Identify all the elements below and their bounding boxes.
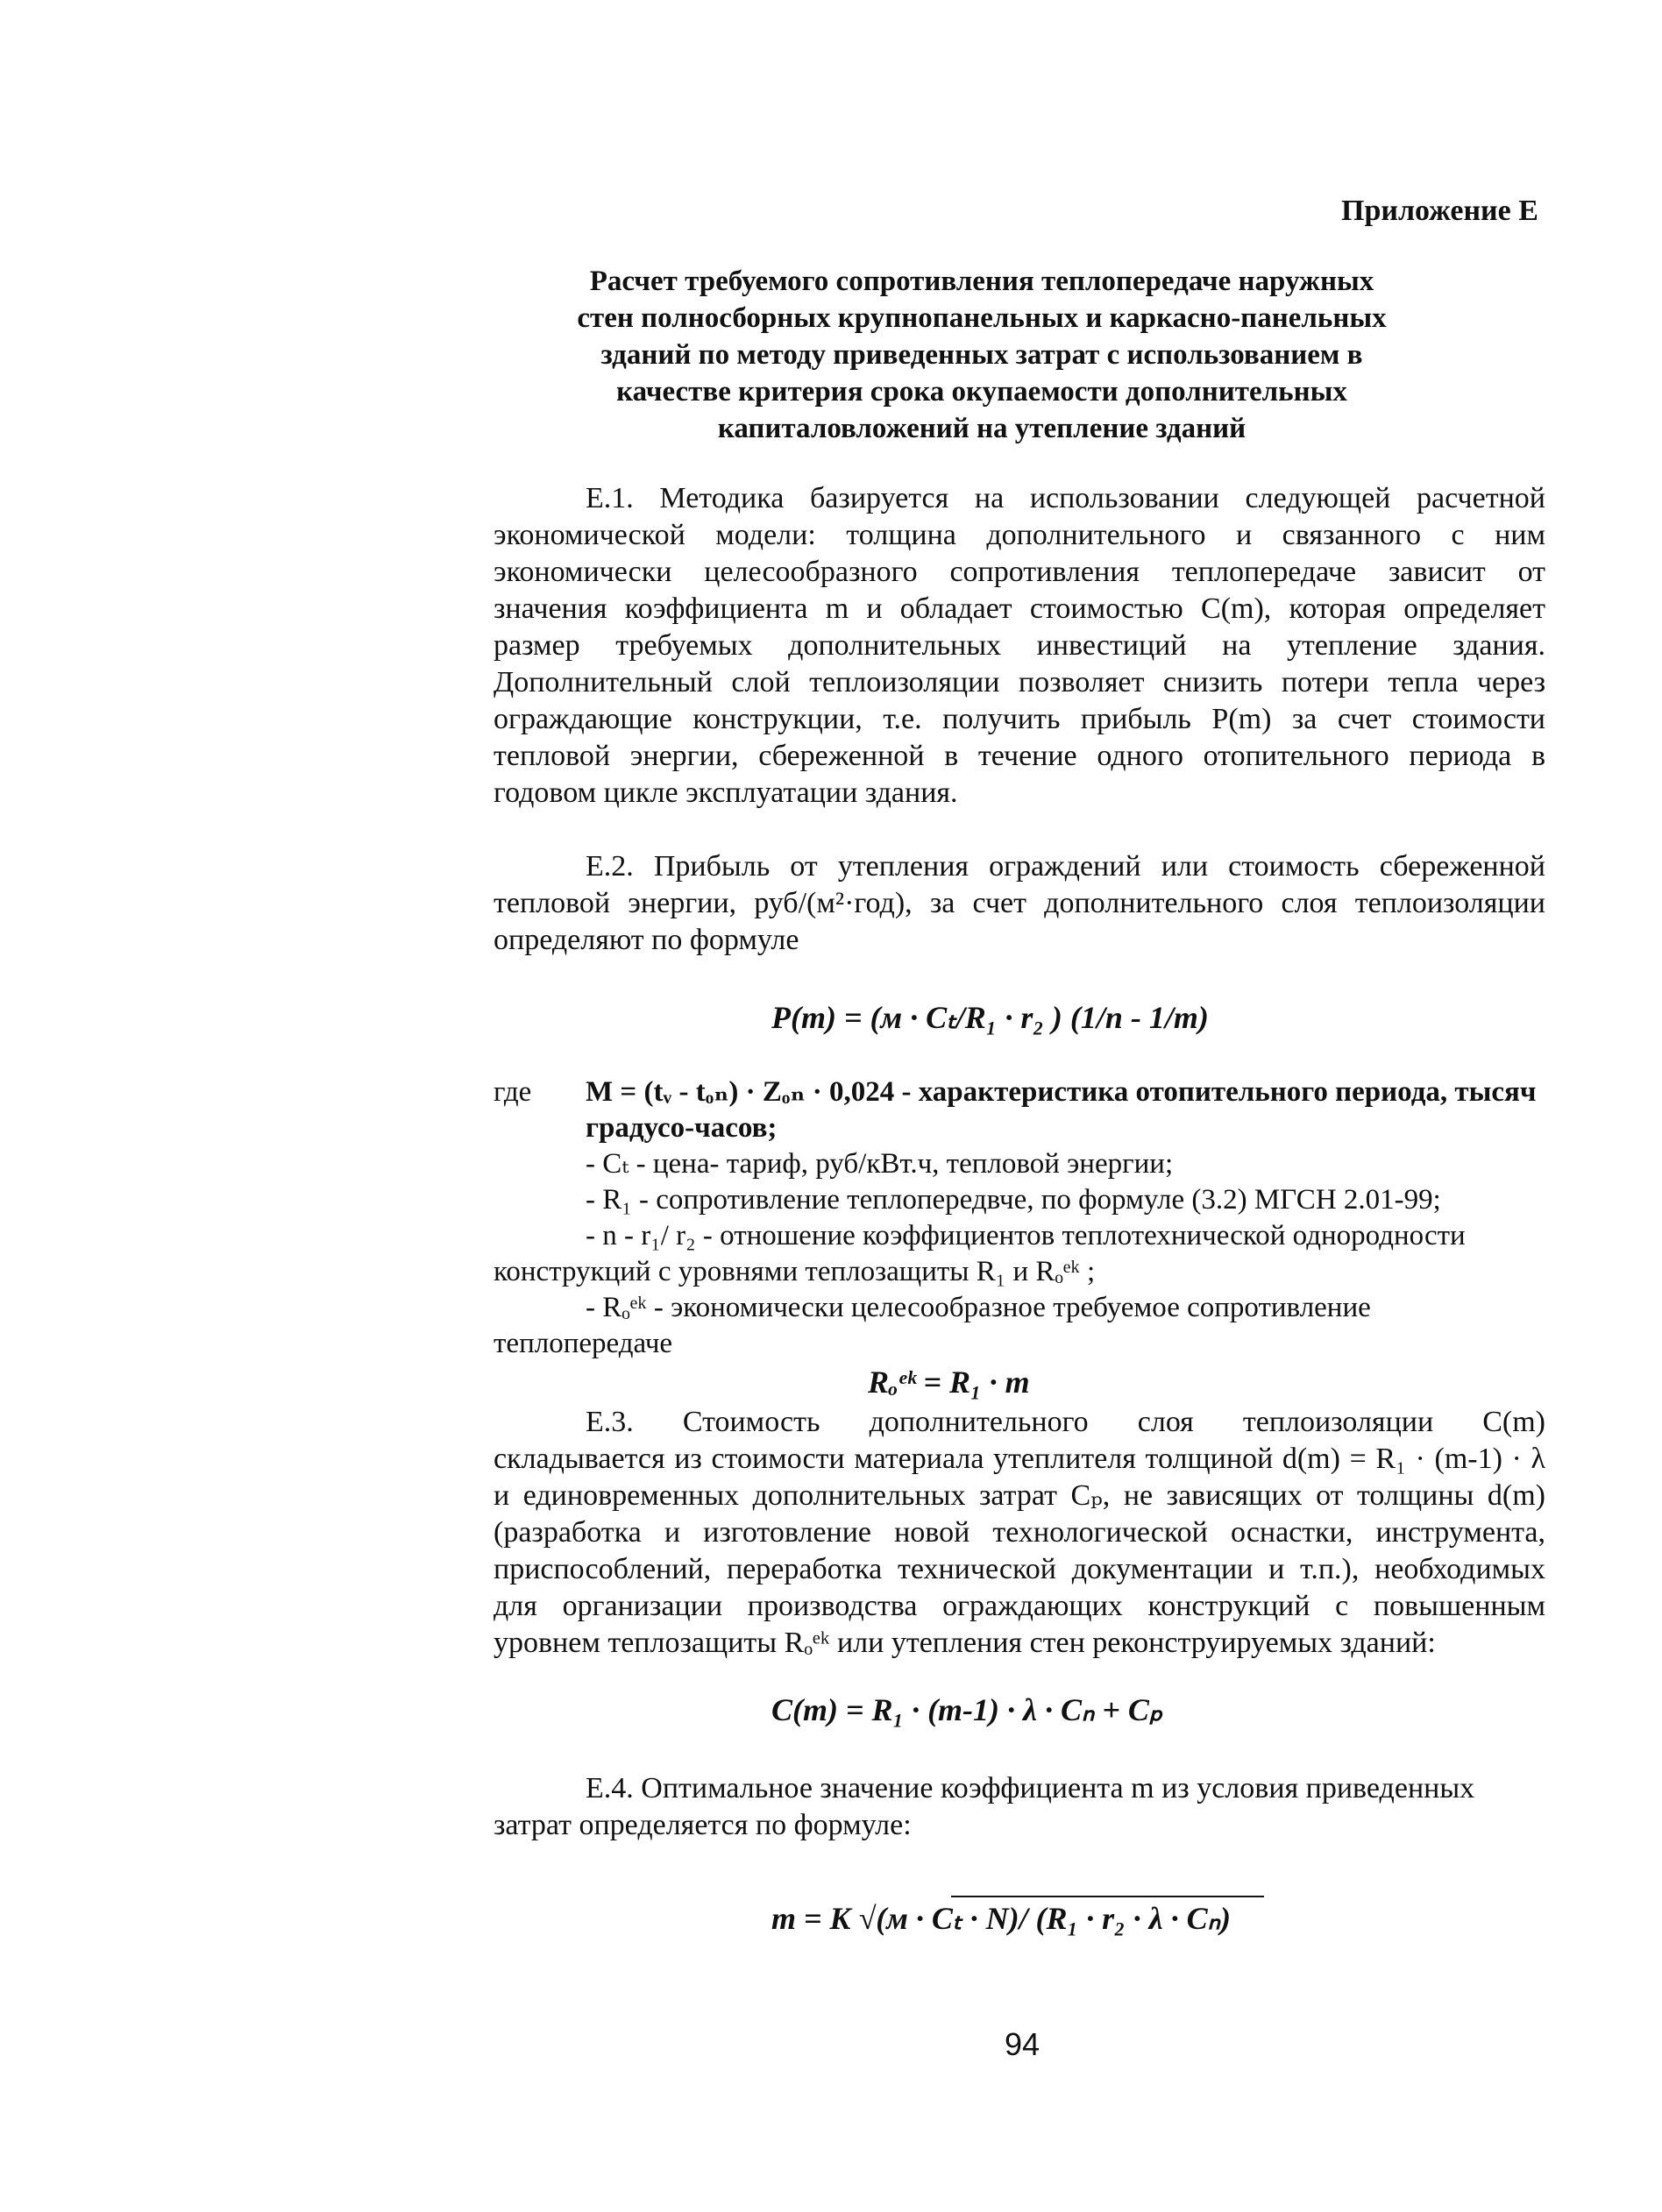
paragraph-line: экономически целесообразного сопротивления теплопередаче зависит от: [494, 556, 1545, 588]
definition-line: теплопередаче: [494, 1328, 673, 1359]
formula-cost: C(m) = R₁ · (m-1) · λ · Cₙ + Cₚ: [771, 1692, 1163, 1727]
paragraph-line: (разработка и изготовление новой технологической оснастки, инструмента,: [494, 1516, 1545, 1549]
paragraph-line: Дополнительный слой теплоизоляции позволяет снизить потери тепла через: [494, 666, 1545, 698]
title-line: капиталовложений на утепление зданий: [717, 413, 1246, 444]
where-definitions: [586, 1074, 1545, 1254]
paragraph-line: Е.2. Прибыль от утепления ограждений или стоимость сбереженной: [586, 850, 1545, 883]
paragraph-line: ограждающие конструкции, т.е. получить прибыль P(m) за счет стоимости: [494, 703, 1545, 735]
sqrt-overline: [951, 1896, 1264, 1897]
title-line: зданий по методу приведенных затрат с использованием в: [600, 339, 1363, 371]
paragraph-line: тепловой энергии, руб/(м²·год), за счет дополнительного слоя теплоизоляции: [494, 887, 1545, 919]
definition-line: - R₁ - сопротивление теплопередвче, по формуле (3.2) МГСН 2.01-99;: [586, 1184, 1441, 1216]
paragraph-line: тепловой энергии, сбереженной в течение одного отопительного периода в: [494, 740, 1545, 772]
definition-continuation: [494, 1254, 1545, 1362]
paragraph-line: складывается из стоимости материала утеплителя толщиной d(m) = R₁ · (m-1) · λ: [494, 1443, 1545, 1475]
paragraph-e4: [494, 1770, 1545, 1844]
title-line: стен полносборных крупнопанельных и каркасно-панельных: [577, 302, 1387, 334]
section-title: [526, 263, 1438, 447]
paragraph-e3: [494, 1404, 1545, 1662]
formula-resistance: Rₒᵉᵏ = R₁ · m: [868, 1365, 1030, 1400]
paragraph-line: приспособлений, переработка технической документации и т.п.), необходимых: [494, 1553, 1545, 1585]
paragraph-line: уровнем теплозащиты Rₒᵉᵏ или утепления стен реконструируемых зданий:: [494, 1627, 1436, 1659]
definition-line: - Cₜ - цена- тариф, руб/кВт.ч, тепловой энергии;: [586, 1148, 1174, 1180]
paragraph-line: Е.3. Стоимость дополнительного слоя теплоизоляции C(m): [586, 1406, 1545, 1438]
definition-line: конструкций с уровнями теплозащиты R₁ и Rₒᵉᵏ ;: [494, 1256, 1096, 1287]
definition-line: M = (tᵥ - tₒₙ) · Zₒₙ · 0,024 - характеристика отопительного периода, тысяч: [586, 1076, 1537, 1108]
page-number: 94: [1005, 2026, 1041, 2062]
formula-optimal-m: m = K √(м · Cₜ · N)/ (R₁ · r₂ · λ · Cₙ): [771, 1901, 1231, 1936]
paragraph-line: определяют по формуле: [494, 924, 799, 956]
paragraph-line: для организации производства ограждающих конструкций с повышенным: [494, 1590, 1545, 1622]
paragraph-line: годовом цикле эксплуатации здания.: [494, 776, 958, 809]
paragraph-line: Е.4. Оптимальное значение коэффициента m из условия приведенных: [586, 1772, 1475, 1804]
paragraph-line: экономической модели: толщина дополнительного и связанного с ним: [494, 519, 1545, 551]
paragraph-line: размер требуемых дополнительных инвестиций на утепление здания.: [494, 629, 1545, 662]
paragraph-line: Е.1. Методика базируется на использовании следующей расчетной: [586, 482, 1545, 514]
definition-line: - n - r₁/ r₂ - отношение коэффициентов теплотехнической однородности: [586, 1220, 1466, 1251]
appendix-label: Приложение Е: [1341, 195, 1538, 227]
formula-profit: P(m) = (м · Cₜ/R₁ · r₂ ) (1/n - 1/m): [771, 1000, 1209, 1035]
paragraph-e1: [494, 480, 1545, 812]
paragraph-line: значения коэффициента m и обладает стоимостью C(m), которая определяет: [494, 592, 1545, 625]
paragraph-line: затрат определяется по формуле:: [494, 1809, 912, 1841]
title-line: качестве критерия срока окупаемости дополнительных: [616, 376, 1347, 408]
definition-line: - Rₒᵉᵏ - экономически целесообразное требуемое сопротивление: [586, 1292, 1371, 1323]
paragraph-line: и единовременных дополнительных затрат Cₚ, не зависящих от толщины d(m): [494, 1479, 1545, 1512]
where-label: где: [494, 1076, 532, 1108]
definition-line: градусо-часов;: [586, 1112, 778, 1144]
paragraph-e2: [494, 848, 1545, 959]
title-line: Расчет требуемого сопротивления теплопередаче наружных: [589, 266, 1374, 297]
